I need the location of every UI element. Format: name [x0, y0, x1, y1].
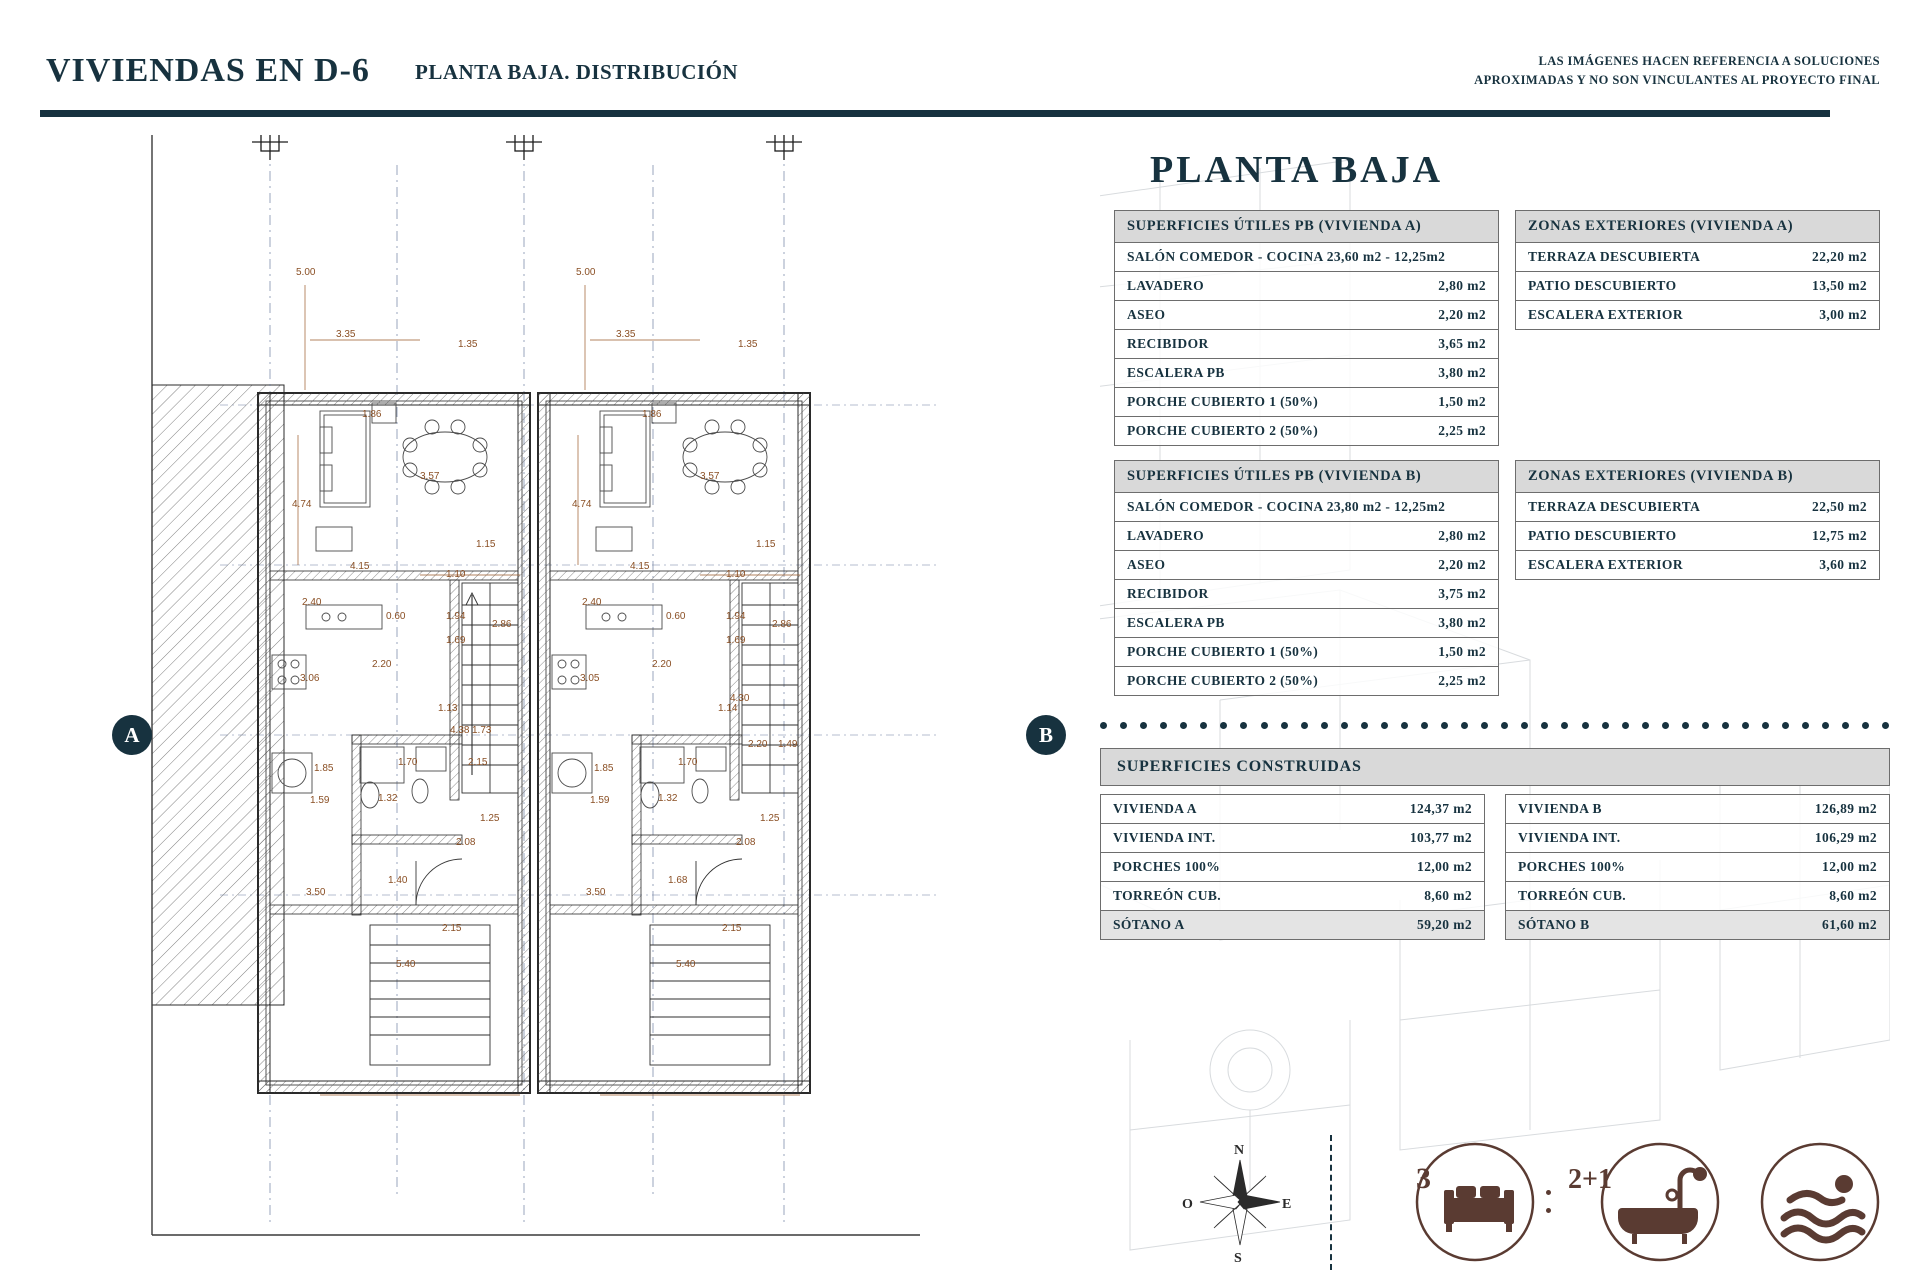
- floor-plan-drawing: [120, 135, 1060, 1265]
- separator-dot: [1546, 1190, 1551, 1195]
- svg-text:1.59: 1.59: [310, 795, 330, 806]
- table-row: [1114, 359, 1499, 388]
- compass-south-label: S: [1234, 1251, 1242, 1265]
- svg-text:3.57: 3.57: [700, 471, 720, 482]
- row-label: LAVADERO: [1127, 278, 1204, 293]
- svg-text:1.86: 1.86: [362, 409, 382, 420]
- table-row: [1100, 824, 1485, 853]
- table-zonas-a-header: ZONAS EXTERIORES (VIVIENDA A): [1515, 210, 1880, 243]
- svg-text:3.50: 3.50: [306, 887, 326, 898]
- bath-shower-icon: [1618, 1167, 1707, 1244]
- row-value: 3,65 m2: [1438, 336, 1486, 351]
- row-label: VIVIENDA INT.: [1518, 830, 1621, 845]
- row-label: ESCALERA PB: [1127, 365, 1225, 380]
- row-label: PORCHES 100%: [1518, 859, 1626, 874]
- bathrooms-count: 2+1: [1568, 1164, 1612, 1195]
- svg-text:1.49: 1.49: [778, 739, 798, 750]
- svg-text:1.69: 1.69: [446, 635, 466, 646]
- row-label: TERRAZA DESCUBIERTA: [1528, 249, 1701, 264]
- svg-text:4.15: 4.15: [630, 561, 650, 572]
- row-label: VIVIENDA A: [1113, 801, 1197, 816]
- svg-text:3.06: 3.06: [300, 673, 320, 684]
- row-value: 3,60 m2: [1819, 557, 1867, 572]
- svg-text:1.94: 1.94: [446, 611, 466, 622]
- svg-text:1.85: 1.85: [594, 763, 614, 774]
- table-row: [1515, 272, 1880, 301]
- row-value: 61,60 m2: [1822, 917, 1877, 932]
- svg-text:2.15: 2.15: [722, 923, 742, 934]
- axis-marker-a: A: [112, 715, 152, 755]
- row-label: TORREÓN CUB.: [1518, 888, 1627, 903]
- row-value: 2,20 m2: [1438, 557, 1486, 572]
- header-divider: [40, 110, 1830, 117]
- row-label: TORREÓN CUB.: [1113, 888, 1222, 903]
- compass-rose: [1180, 1140, 1300, 1265]
- built-column-b: [1505, 794, 1890, 940]
- panel-title: PLANTA BAJA: [1150, 149, 1444, 191]
- table-row: [1114, 388, 1499, 417]
- table-row: [1515, 493, 1880, 522]
- svg-text:5.40: 5.40: [396, 959, 416, 970]
- table-row: [1114, 638, 1499, 667]
- feature-icons: [1400, 1140, 1890, 1270]
- row-label: ESCALERA PB: [1127, 615, 1225, 630]
- row-value: 103,77 m2: [1409, 830, 1472, 845]
- compass-north-label: N: [1234, 1143, 1245, 1158]
- table-row: [1114, 330, 1499, 359]
- svg-text:1.10: 1.10: [446, 569, 466, 580]
- svg-text:3.35: 3.35: [336, 329, 356, 340]
- disclaimer-line-1: LAS IMÁGENES HACEN REFERENCIA A SOLUCIONES: [1538, 54, 1880, 68]
- svg-text:2.86: 2.86: [492, 619, 512, 630]
- table-row: [1114, 609, 1499, 638]
- row-label: SALÓN COMEDOR - COCINA 23,80 m2 - 12,25m2: [1127, 499, 1446, 514]
- pool-feature: [1750, 1140, 1900, 1265]
- row-label: VIVIENDA INT.: [1113, 830, 1216, 845]
- svg-text:4.30: 4.30: [730, 693, 750, 704]
- table-row: [1114, 417, 1499, 446]
- row-value: 3,80 m2: [1438, 365, 1486, 380]
- row-label: PATIO DESCUBIERTO: [1528, 278, 1677, 293]
- svg-text:1.15: 1.15: [476, 539, 496, 550]
- svg-text:1.15: 1.15: [756, 539, 776, 550]
- table-utiles-a: [1114, 210, 1499, 446]
- row-label: SALÓN COMEDOR - COCINA 23,60 m2 - 12,25m2: [1127, 249, 1446, 264]
- row-value: 12,75 m2: [1812, 528, 1867, 543]
- row-value: 12,00 m2: [1417, 859, 1472, 874]
- row-value: 106,29 m2: [1814, 830, 1877, 845]
- table-row: [1114, 243, 1499, 272]
- table-row: [1114, 272, 1499, 301]
- table-row: [1515, 551, 1880, 580]
- svg-text:1.35: 1.35: [458, 339, 478, 350]
- row-label: SÓTANO A: [1113, 917, 1185, 932]
- row-label: PORCHE CUBIERTO 1 (50%): [1127, 644, 1319, 659]
- svg-text:5.00: 5.00: [296, 267, 316, 278]
- table-row: [1515, 243, 1880, 272]
- svg-text:1.85: 1.85: [314, 763, 334, 774]
- svg-text:1.14: 1.14: [718, 703, 738, 714]
- table-row: [1114, 580, 1499, 609]
- svg-text:1.70: 1.70: [398, 757, 418, 768]
- row-value: 2,20 m2: [1438, 307, 1486, 322]
- svg-text:1.13: 1.13: [438, 703, 458, 714]
- svg-text:4.15: 4.15: [350, 561, 370, 572]
- svg-text:1.59: 1.59: [590, 795, 610, 806]
- row-label: VIVIENDA B: [1518, 801, 1602, 816]
- svg-text:1.69: 1.69: [726, 635, 746, 646]
- swimmer-icon: [1784, 1175, 1862, 1240]
- svg-text:3.50: 3.50: [586, 887, 606, 898]
- table-row: [1515, 301, 1880, 330]
- table-row: [1515, 522, 1880, 551]
- table-row: [1505, 824, 1890, 853]
- svg-text:2.20: 2.20: [748, 739, 768, 750]
- table-row: [1505, 853, 1890, 882]
- row-label: PORCHE CUBIERTO 2 (50%): [1127, 673, 1319, 688]
- row-label: TERRAZA DESCUBIERTA: [1528, 499, 1701, 514]
- svg-text:1.25: 1.25: [760, 813, 780, 824]
- row-value: 1,50 m2: [1438, 644, 1486, 659]
- bed-icon: [1444, 1186, 1514, 1232]
- row-label: RECIBIDOR: [1127, 586, 1209, 601]
- svg-text:3.05: 3.05: [580, 673, 600, 684]
- bathrooms-feature: [1560, 1140, 1710, 1265]
- info-panel: [1100, 140, 1890, 1260]
- svg-text:4.74: 4.74: [292, 499, 312, 510]
- bedrooms-count: 3: [1416, 1162, 1431, 1195]
- row-value: 3,75 m2: [1438, 586, 1486, 601]
- disclaimer: [1474, 52, 1880, 90]
- svg-text:1.25: 1.25: [480, 813, 500, 824]
- svg-text:1.68: 1.68: [668, 875, 688, 886]
- svg-text:5.40: 5.40: [676, 959, 696, 970]
- row-value: 124,37 m2: [1409, 801, 1472, 816]
- row-label: PORCHES 100%: [1113, 859, 1221, 874]
- svg-text:2.40: 2.40: [582, 597, 602, 608]
- built-column-a: [1100, 794, 1485, 940]
- table-row: [1114, 522, 1499, 551]
- svg-text:2.40: 2.40: [302, 597, 322, 608]
- table-row: [1114, 551, 1499, 580]
- svg-text:1.10: 1.10: [726, 569, 746, 580]
- row-label: RECIBIDOR: [1127, 336, 1209, 351]
- row-value: 22,20 m2: [1812, 249, 1867, 264]
- row-value: 2,25 m2: [1438, 423, 1486, 438]
- svg-text:2.15: 2.15: [468, 757, 488, 768]
- row-label: PORCHE CUBIERTO 1 (50%): [1127, 394, 1319, 409]
- table-zonas-a: [1515, 210, 1880, 330]
- svg-text:1.86: 1.86: [642, 409, 662, 420]
- table-row: [1114, 493, 1499, 522]
- row-label: PATIO DESCUBIERTO: [1528, 528, 1677, 543]
- svg-text:4.74: 4.74: [572, 499, 592, 510]
- compass-east-label: E: [1282, 1197, 1292, 1212]
- row-label: LAVADERO: [1127, 528, 1204, 543]
- row-value: 3,00 m2: [1819, 307, 1867, 322]
- table-superficies-construidas: [1100, 748, 1890, 984]
- svg-text:1.70: 1.70: [678, 757, 698, 768]
- page-subtitle: PLANTA BAJA. DISTRIBUCIÓN: [415, 60, 739, 84]
- row-value: 2,80 m2: [1438, 278, 1486, 293]
- svg-text:0.60: 0.60: [666, 611, 686, 622]
- table-utiles-b: [1114, 460, 1499, 696]
- table-row: [1505, 882, 1890, 911]
- row-label: ESCALERA EXTERIOR: [1528, 557, 1683, 572]
- svg-text:3.57: 3.57: [420, 471, 440, 482]
- floor-plan: [120, 135, 1060, 1265]
- svg-text:2.20: 2.20: [652, 659, 672, 670]
- svg-text:2.86: 2.86: [772, 619, 792, 630]
- row-value: 59,20 m2: [1417, 917, 1472, 932]
- svg-text:1.32: 1.32: [658, 793, 678, 804]
- row-label: PORCHE CUBIERTO 2 (50%): [1127, 423, 1319, 438]
- row-value: 8,60 m2: [1424, 888, 1472, 903]
- row-value: 3,80 m2: [1438, 615, 1486, 630]
- row-value: 13,50 m2: [1812, 278, 1867, 293]
- table-row: [1100, 911, 1485, 940]
- row-value: 2,25 m2: [1438, 673, 1486, 688]
- row-value: 12,00 m2: [1822, 859, 1877, 874]
- disclaimer-line-2: APROXIMADAS Y NO SON VINCULANTES AL PROYECTO FINAL: [1474, 72, 1880, 87]
- svg-text:2.20: 2.20: [372, 659, 392, 670]
- svg-text:3.35: 3.35: [616, 329, 636, 340]
- page-title: VIVIENDAS EN D-6: [46, 52, 370, 89]
- page-header: [0, 0, 1920, 120]
- row-value: 1,50 m2: [1438, 394, 1486, 409]
- svg-text:2.08: 2.08: [456, 837, 476, 848]
- bedrooms-feature: [1400, 1140, 1550, 1265]
- row-value: 22,50 m2: [1812, 499, 1867, 514]
- svg-text:1.94: 1.94: [726, 611, 746, 622]
- table-row: [1505, 911, 1890, 940]
- compass-west-label: O: [1182, 1197, 1193, 1212]
- built-header: SUPERFICIES CONSTRUIDAS: [1100, 748, 1890, 786]
- axis-marker-b: B: [1026, 715, 1066, 755]
- svg-text:2.15: 2.15: [442, 923, 462, 934]
- svg-text:2.08: 2.08: [736, 837, 756, 848]
- svg-text:1.73: 1.73: [472, 725, 492, 736]
- table-row: [1114, 667, 1499, 696]
- svg-text:0.60: 0.60: [386, 611, 406, 622]
- svg-text:5.00: 5.00: [576, 267, 596, 278]
- svg-text:1.32: 1.32: [378, 793, 398, 804]
- table-zonas-b: [1515, 460, 1880, 580]
- svg-text:1.40: 1.40: [388, 875, 408, 886]
- table-utiles-b-header: SUPERFICIES ÚTILES PB (VIVIENDA B): [1114, 460, 1499, 493]
- table-zonas-b-header: ZONAS EXTERIORES (VIVIENDA B): [1515, 460, 1880, 493]
- table-row: [1100, 853, 1485, 882]
- vertical-divider: [1330, 1135, 1332, 1270]
- table-row: [1505, 794, 1890, 824]
- separator-dot: [1546, 1208, 1551, 1213]
- svg-text:4.38: 4.38: [450, 725, 470, 736]
- table-utiles-a-header: SUPERFICIES ÚTILES PB (VIVIENDA A): [1114, 210, 1499, 243]
- dotted-separator: [1100, 720, 1890, 730]
- row-label: ASEO: [1127, 557, 1166, 572]
- row-label: ESCALERA EXTERIOR: [1528, 307, 1683, 322]
- row-value: 8,60 m2: [1829, 888, 1877, 903]
- row-value: 2,80 m2: [1438, 528, 1486, 543]
- table-row: [1114, 301, 1499, 330]
- row-label: ASEO: [1127, 307, 1166, 322]
- row-label: SÓTANO B: [1518, 917, 1590, 932]
- svg-text:1.35: 1.35: [738, 339, 758, 350]
- table-row: [1100, 794, 1485, 824]
- row-value: 126,89 m2: [1814, 801, 1877, 816]
- table-row: [1100, 882, 1485, 911]
